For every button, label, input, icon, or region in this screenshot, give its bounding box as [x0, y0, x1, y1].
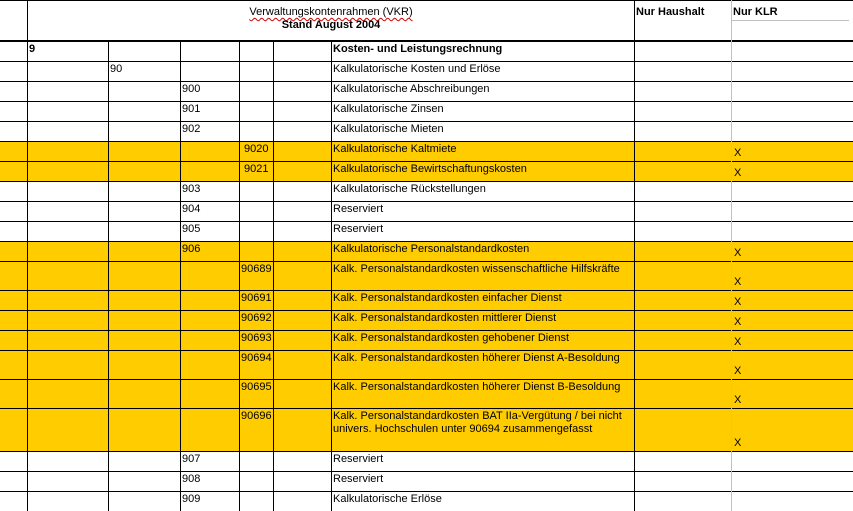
table-row	[0, 310, 853, 330]
account-description-cell[interactable]: Kalk. Personalstandardkosten einfacher Dienst	[333, 292, 562, 304]
table-row	[0, 491, 853, 511]
column-border	[731, 0, 732, 511]
account-number-cell[interactable]: 90692	[241, 312, 272, 324]
klr-mark-cell[interactable]: X	[734, 316, 742, 328]
account-description-cell[interactable]: Reserviert	[333, 203, 384, 215]
account-number-cell[interactable]: 90693	[241, 332, 272, 344]
klr-mark-cell[interactable]: X	[734, 276, 742, 288]
column-border	[180, 40, 181, 511]
row-border	[0, 290, 853, 291]
row-border	[0, 141, 853, 142]
account-description-cell[interactable]: Reserviert	[333, 453, 384, 465]
column-border	[27, 0, 28, 511]
column-border	[273, 40, 274, 511]
table-row	[0, 181, 853, 201]
account-description-cell[interactable]: Kalkulatorische Zinsen	[333, 103, 444, 115]
account-class-cell[interactable]: 9	[29, 43, 36, 55]
account-subgroup-cell[interactable]: 905	[182, 223, 201, 235]
account-subgroup-cell[interactable]: 906	[182, 243, 201, 255]
klr-mark-cell[interactable]: X	[734, 247, 742, 259]
account-group-cell[interactable]: 90	[110, 63, 123, 75]
account-number-cell[interactable]: 90691	[241, 292, 272, 304]
row-border	[0, 491, 853, 492]
table-row	[0, 330, 853, 350]
account-subgroup-cell[interactable]: 909	[182, 493, 201, 505]
klr-mark-cell[interactable]: X	[734, 437, 742, 449]
table-row	[0, 350, 853, 379]
row-border	[0, 408, 853, 409]
account-description-cell[interactable]: Kalkulatorische Kosten und Erlöse	[333, 63, 501, 75]
account-description-cell[interactable]: Kalkulatorische Rückstellungen	[333, 183, 486, 195]
klr-mark-cell[interactable]: X	[734, 147, 742, 159]
table-row	[0, 471, 853, 491]
klr-mark-cell[interactable]: X	[734, 365, 742, 377]
table-row	[0, 161, 853, 181]
row-border	[0, 350, 853, 351]
account-number-cell[interactable]: 90695	[241, 381, 272, 393]
row-border	[0, 181, 853, 182]
row-border	[0, 161, 853, 162]
title-line-1: Verwaltungskontenrahmen (VKR)	[249, 6, 413, 18]
row-border	[0, 81, 853, 82]
account-description-cell[interactable]: Kalkulatorische Mieten	[333, 123, 444, 135]
row-border	[0, 330, 853, 331]
account-description-cell[interactable]: Kalk. Personalstandardkosten höherer Dienst B-Besoldung	[333, 381, 621, 393]
column-border	[634, 0, 635, 511]
row-border	[0, 101, 853, 102]
table-row	[0, 221, 853, 241]
column-border	[331, 40, 332, 511]
account-number-cell[interactable]: 9020	[244, 143, 269, 155]
table-row	[0, 41, 853, 61]
account-description-cell[interactable]: Kalkulatorische Kaltmiete	[333, 143, 457, 155]
column-border	[239, 40, 240, 511]
table-row	[0, 451, 853, 471]
account-subgroup-cell[interactable]: 903	[182, 183, 201, 195]
account-subgroup-cell[interactable]: 904	[182, 203, 201, 215]
account-description-cell[interactable]: Kalkulatorische Bewirtschaftungskosten	[333, 163, 527, 175]
table-row	[0, 379, 853, 408]
column-border	[108, 40, 109, 511]
account-subgroup-cell[interactable]: 901	[182, 103, 201, 115]
account-description-cell[interactable]: Reserviert	[333, 473, 384, 485]
account-subgroup-cell[interactable]: 907	[182, 453, 201, 465]
row-border	[0, 0, 853, 1]
column-header-haushalt: Nur Haushalt	[636, 6, 705, 18]
klr-mark-cell[interactable]: X	[734, 296, 742, 308]
account-description-cell[interactable]: Kosten- und Leistungsrechnung	[333, 43, 503, 55]
account-subgroup-cell[interactable]: 900	[182, 83, 201, 95]
row-border	[0, 61, 853, 62]
klr-mark-cell[interactable]: X	[734, 167, 742, 179]
table-row	[0, 61, 853, 81]
row-border	[0, 451, 853, 452]
account-number-cell[interactable]: 90689	[241, 263, 272, 275]
table-row	[0, 261, 853, 290]
account-description-cell[interactable]: Kalkulatorische Abschreibungen	[333, 83, 490, 95]
column-header-klr: Nur KLR	[733, 6, 778, 18]
account-description-cell[interactable]: Kalkulatorische Personalstandardkosten	[333, 243, 530, 255]
table-row	[0, 141, 853, 161]
account-description-cell[interactable]: Kalk. Personalstandardkosten gehobener Dienst	[333, 332, 570, 344]
table-row	[0, 201, 853, 221]
table-row	[0, 408, 853, 451]
row-border	[0, 379, 853, 380]
account-description-cell[interactable]: Kalk. Personalstandardkosten wissenschaftliche Hilfskräfte	[333, 263, 620, 275]
table-row	[0, 81, 853, 101]
row-border	[0, 221, 853, 222]
row-border	[0, 471, 853, 472]
row-border	[0, 41, 853, 42]
row-border	[0, 121, 853, 122]
table-row	[0, 241, 853, 261]
table-row	[0, 101, 853, 121]
account-description-cell[interactable]: Kalk. Personalstandardkosten BAT IIa-Vergütung / bei nicht univers. Hochschulen unter 90694 zusammengefasst	[333, 410, 622, 435]
klr-mark-cell[interactable]: X	[734, 394, 742, 406]
account-subgroup-cell[interactable]: 908	[182, 473, 201, 485]
title-line-2: Stand August 2004	[281, 19, 381, 31]
account-description-cell[interactable]: Reserviert	[333, 223, 384, 235]
account-description-cell[interactable]: Kalkulatorische Erlöse	[333, 493, 442, 505]
table-row	[0, 290, 853, 310]
row-border	[0, 261, 853, 262]
row-border	[0, 201, 853, 202]
account-description-cell[interactable]: Kalk. Personalstandardkosten höherer Dienst A-Besoldung	[333, 352, 620, 364]
row-border	[0, 310, 853, 311]
sheet-title	[28, 6, 634, 32]
account-subgroup-cell[interactable]: 902	[182, 123, 201, 135]
table-row	[0, 121, 853, 141]
row-border	[0, 241, 853, 242]
account-number-cell[interactable]: 9021	[244, 163, 269, 175]
account-number-cell[interactable]: 90696	[241, 410, 272, 422]
header-divider	[731, 20, 849, 21]
account-description-cell[interactable]: Kalk. Personalstandardkosten mittlerer Dienst	[333, 312, 557, 324]
account-number-cell[interactable]: 90694	[241, 352, 272, 364]
klr-mark-cell[interactable]: X	[734, 336, 742, 348]
